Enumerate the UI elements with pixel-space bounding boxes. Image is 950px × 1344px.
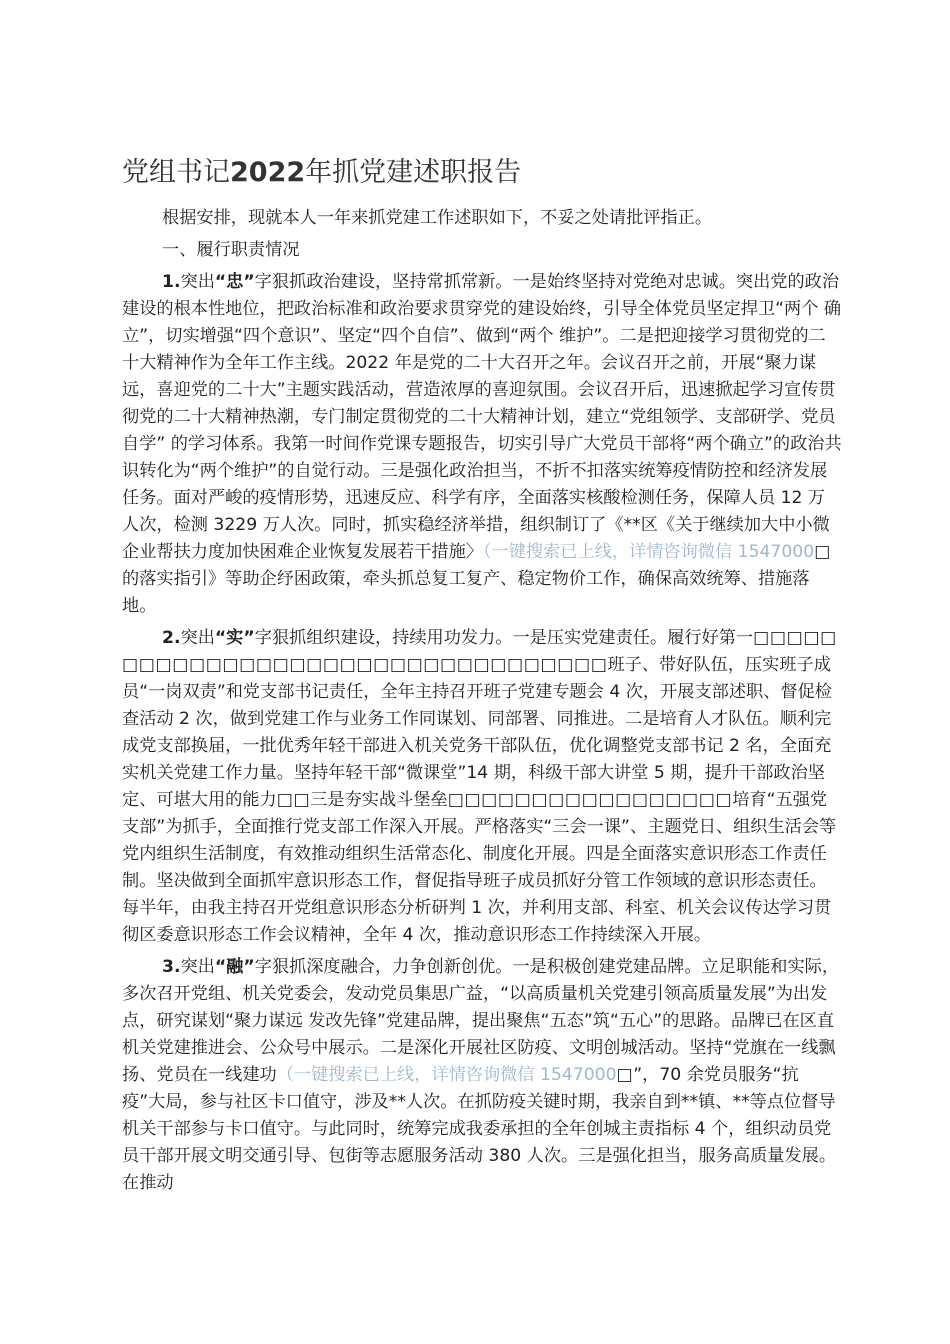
paragraph-number: 1. <box>162 272 181 292</box>
garbled-text: □□□□□□□□□□□□□□□□□ <box>447 790 733 810</box>
missing-glyph: □ <box>616 1065 634 1085</box>
paragraph-practical <box>122 625 842 949</box>
paragraph-number: 2. <box>162 628 181 648</box>
section-heading: 一、履行职责情况 <box>162 240 300 260</box>
title-prefix: 党组书记 <box>122 157 230 188</box>
title-suffix: 年抓党建述职报告 <box>305 157 522 188</box>
document-body <box>122 205 842 1197</box>
paragraph-text: 字狠抓组织建设，持续用功发力。一是压实党建责任。履行好第一 <box>254 628 754 648</box>
paragraph-keyword: “忠” <box>214 272 255 292</box>
garbled-text: □□□□□□□□□□□□□□□□□□□□□□□□□□□□□□□□□□ <box>122 628 837 675</box>
title-year: 2022 <box>230 157 306 188</box>
paragraph-text: 培育“五强党支部”为抓手，全面推行党支部工作深入开展。严格落实“三会一课”、主题党日、组织生活会等党内组织生活制度，有效推动组织生活常态化、制度化开展。四是全面落实意识形态工作责任制。坚决做到全面抓牢意识形态工作，督促指导班子成员抓好分管工作领域的意识形态责任。每半年，由我主持召开党组意识形态分析研判 1 次，并利用支部、科室、机关会议传达学习贯彻区委意识形态工作会议精神，全年 4 次，推动意识形态工作持续深入开展。 <box>122 790 837 945</box>
paragraph-text: 的落实指引》等助企纾困政策，牵头抓总复工复产、稳定物价工作，确保高效统筹、措施落地。 <box>122 569 810 616</box>
paragraph-number: 3. <box>162 957 181 977</box>
paragraph-text: ”，70 余党员服务“抗疫”大局，参与社区卡口值守，涉及**人次。在抓防疫关键时期，我亲自到**镇、**等点位督导机关干部参与卡口值守。与此同时，统筹完成我委承担的全年创城主责指标 4 个，组织动员党员干部开展文明交通引导、包街等志愿服务活动 380 人次。三是强化担当，服务高质量发展。在推动 <box>122 1065 837 1193</box>
paragraph-lead: 突出 <box>180 272 215 292</box>
paragraph-integration <box>122 954 842 1197</box>
search-promo-note: （一键搜索已上线，详情咨询微信 1547000 <box>482 542 815 562</box>
paragraph-lead: 突出 <box>180 957 215 977</box>
document-title <box>122 155 521 191</box>
intro-paragraph: 根据安排，现就本人一年来抓党建工作述职如下，不妥之处请批评指正。 <box>162 208 713 228</box>
paragraph-loyalty <box>122 269 842 620</box>
paragraph-lead: 突出 <box>180 628 215 648</box>
garbled-text: □□ <box>276 790 311 810</box>
paragraph-text: 三是夯实战斗堡垒 <box>310 790 448 810</box>
paragraph-text: 字狠抓政治建设，坚持常抓常新。一是始终坚持对党绝对忠诚。突出党的政治建设的根本性地位，把政治标准和政治要求贯穿党的建设始终，引导全体党员坚定捍卫“两个 确立”，切实增强“四个意识”、坚定“四个自信”、做到“两个 维护”。二是把迎接学习贯彻党的二十大精神作为全年工作主线。2022 年是党的二十大召开之年。会议召开之前，开展“聚力谋远，喜迎党的二十大”主题实践活动，营造浓厚的喜迎氛围。会议召开后，迅速掀起学习宣传贯彻党的二十大精神热潮，专门制定贯彻党的二十大精神计划，建立“党组领学、支部研学、党员自学” 的学习体系。我第一时间作党课专题报告，切实引导广大党员干部将“两个确立”的政治共识转化为“两个维护”的自觉行动。三是强化政治担当，不折不扣落实统筹疫情防控和经济发展任务。面对严峻的疫情形势，迅速反应、科学有序，全面落实核酸检测任务，保障人员 12 万人次，检测 3229 万人次。同时，抓实稳经济举措，组织制订了《**区《关于继续加大中小微企业帮扶力度加快困难企业恢复发展若干措施〉 <box>122 272 842 562</box>
paragraph-keyword: “融” <box>214 957 255 977</box>
search-promo-note: （一键搜索已上线，详情咨询微信 1547000 <box>276 1065 617 1085</box>
missing-glyph: □ <box>814 542 831 562</box>
paragraph-text: 字狠抓深度融合，力争创新创优。一是积极创建党建品牌。立足职能和实际，多次召开党组、机关党委会，发动党员集思广益，“以高质量机关党建引领高质量发展”为出发点，研究谋划“聚力谋远 发改先锋”党建品牌，提出聚焦“五态”筑“五心”的思路。品牌已在区直机关党建推进会、公众号中展示。二是深化开展社区防疫、文明创城活动。坚持“党旗在一线飘扬、党员在一线建功 <box>122 957 840 1085</box>
paragraph-text: 班子、带好队伍，压实班子成员“一岗双责”和党支部书记责任，全年主持召开班子党建专题会 4 次，开展支部述职、督促检查活动 2 次，做到党建工作与业务工作同谋划、同部署、同推进。二是培育人才队伍。顺利完成党支部换届，一批优秀年轻干部进入机关党务干部队伍，优化调整党支部书记 2 名，全面充实机关党建工作力量。坚持年轻干部“微课堂”14 期，科级干部大讲堂 5 期，提升干部政治坚定、可堪大用的能力 <box>122 655 832 810</box>
paragraph-keyword: “实” <box>214 628 255 648</box>
